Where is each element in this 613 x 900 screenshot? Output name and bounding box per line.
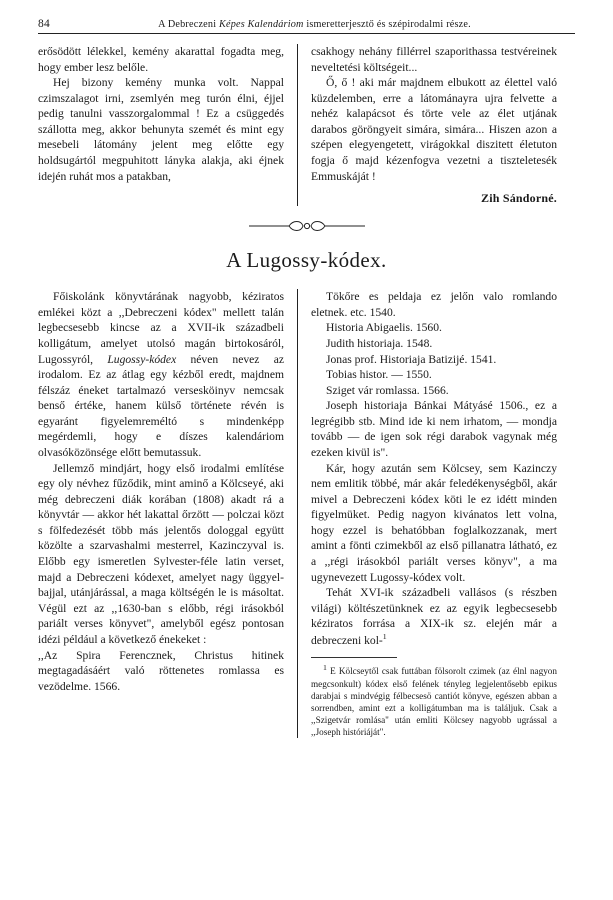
paragraph: ,,Az Spira Ferencznek, Christus hitinek megtagadásáért való röttenetes romlassa es vezödelme. 1566.	[38, 648, 284, 693]
text-run: Kár, hogy azután sem Kölcsey, sem Kazinczy nem emlitik többé, már akár feledékenységből, akár mivel a Debreczeni kódex köti le ez idétt minden figyelmüket. Pedig nagyon kivánatos lett volna, hogy ezzel is behatóbban foglalkozzanak, mert amint a fönti czimekből az első pillanatra látható, ez a ,,régi irásokból pariált verses könyv", a ma ugynevezett Lugossy-kódex volt.	[311, 461, 557, 584]
article-right-column	[298, 289, 557, 738]
footnote-rule	[311, 657, 397, 658]
paragraph: csakhogy nehány fillérrel szaporithassa testvéreinek neveltetési költségeit...	[311, 45, 557, 74]
top-left-column	[38, 44, 297, 206]
text-run: Tehát XVI-ik századbeli vallásos (s részben világi) költészetünknek ez az egyik legbecsesebb kéziratos forrása a XIX-ik sz. elején már a debreczeni kol-	[311, 586, 557, 647]
paragraph: Hej bizony kemény munka volt. Nappal czimszalagot irni, zsemlyén meg turón élni, éjjel pedig tanulni vasszorgalommal ! Ez a csüggedés szállotta meg, akkor behunyta szemét és mint egy mesebeli látomány jelent meg előtte egy holdsugártól megpuhitott lányka alakja, aki éjnek idején ruhát mos a patakban,	[38, 76, 284, 183]
list-item: Jonas prof. Historiaja Batizijé. 1541.	[326, 352, 497, 366]
paragraph: Joseph historiaja Bánkai Mátyásé 1506., ez a legrégibb stb. Mind ide ki nem irhatom, — mondja tovább — de igen sok régi darabok vagynak még ezeken kivül is".	[311, 399, 557, 459]
running-head-part2: ismeretterjesztő és szépirodalmi része.	[303, 19, 471, 30]
signature: Zih Sándorné.	[481, 191, 557, 206]
top-right-column	[298, 44, 557, 206]
page-number: 84	[38, 18, 50, 30]
top-columns	[38, 44, 575, 206]
footnote-marker: 1	[323, 663, 327, 673]
running-head-title	[78, 19, 575, 30]
list-item: Tobias histor. — 1550.	[326, 368, 432, 382]
list-item: Judith historiaja. 1548.	[326, 336, 433, 350]
paragraph: Tökőre es peldaja ez jelőn valo romlando eletnek. etc. 1540.	[311, 290, 557, 319]
floral-divider-ornament	[38, 216, 575, 232]
article-columns	[38, 289, 575, 738]
article-title: A Lugossy-kódex.	[226, 248, 387, 273]
text-run: néven nevez az irodalom. Ez az átlag egy kézből eredt, majdnem félszáz éneket tartalmazó versesköinyv nemcsak benső értéke, hanem külső története révén is egyaránt figyelemreméltó s mindenképp megérdemli, hogy e díszes kalendáriom olvasóközönsége előtt bemutassuk.	[38, 352, 285, 459]
paragraph: erősödött lélekkel, kemény akarattal fogadta meg, hogy ember lesz belőle.	[38, 45, 284, 74]
footnote-marker: 1	[382, 631, 387, 641]
paragraph: Ő, ő ! aki már majdnem elbukott az élettel való küzdelemben, erre a látománayra ujra felvette a nehéz kalapácsot és törte vele az élet utjának darabos göröngyeit simára, simára... Hiszen azon a szépen elegyengetett, virágokkal diszitett életuton fogja ő majd kézenfogva vezetni a tiszteletesék Emmuskáját !	[311, 76, 557, 183]
paragraph	[311, 461, 557, 586]
footnote-text: E Kölcseytől csak futtában fölsorolt czimek (az élnl nagyon megcsonkult) kódex első felének tényleg legjelentősebb epikus darabjai s mindvégig félbecsesö cantiót könyve, egészen abban a sorrendben, amint ezt a kolligátumban ma is találjuk. Csak a ,,Szigetvár romlása" után emliti Kölcsey nagyobb ugrással a ,,Joseph históriáját".	[311, 666, 557, 738]
text-run: Főiskolánk könyvtárának nagyobb, kéziratos emlékei közt a ,,Debreczeni kódex" mellett talán legbecsesebb kincse az a XVII-ik századbeli kolligátum, amelyet utolsó magán birtokosáról, Lugossyról,	[38, 290, 284, 366]
paragraph	[38, 289, 284, 460]
paragraph: Jellemző mindjárt, hogy első irodalmi említése egy oly névhez fűződik, mint aminő a Kölcseyé, aki még debreczeni diák korában (1808) akadt rá a könyvtár — akkor hét lakattal őrzött — polczai közt s fölfedezését több más jelentős dologgal együtt közölte a szarvashalmi mesterrel, Kazinczyval is. Előbb egy ismeretlen Sylvester-féle latin verset, majd a Debreczeni kódexet, amelyet nagy üggyel-bajjal, utánjárással, a maga költségén le is másoltat. Végül ezt az ,,1630-ban s előbb, régi irásokból pariált verses könyvet", amelyből egész pontosan idézi például a következő énekeket :	[38, 461, 284, 646]
footnote	[311, 663, 557, 738]
running-head-italic: Képes Kalendáriom	[218, 19, 304, 30]
running-head	[38, 18, 575, 33]
header-rule	[38, 33, 575, 34]
list-item: Sziget vár romlassa. 1566.	[326, 383, 449, 397]
text-run-italic: Lugossy-kódex	[107, 352, 177, 366]
list-item: Historia Abigaelis. 1560.	[326, 321, 442, 335]
article-left-column	[38, 289, 297, 738]
paragraph	[311, 585, 557, 648]
title-list	[311, 320, 557, 398]
running-head-part1: A Debreczeni	[158, 19, 219, 30]
